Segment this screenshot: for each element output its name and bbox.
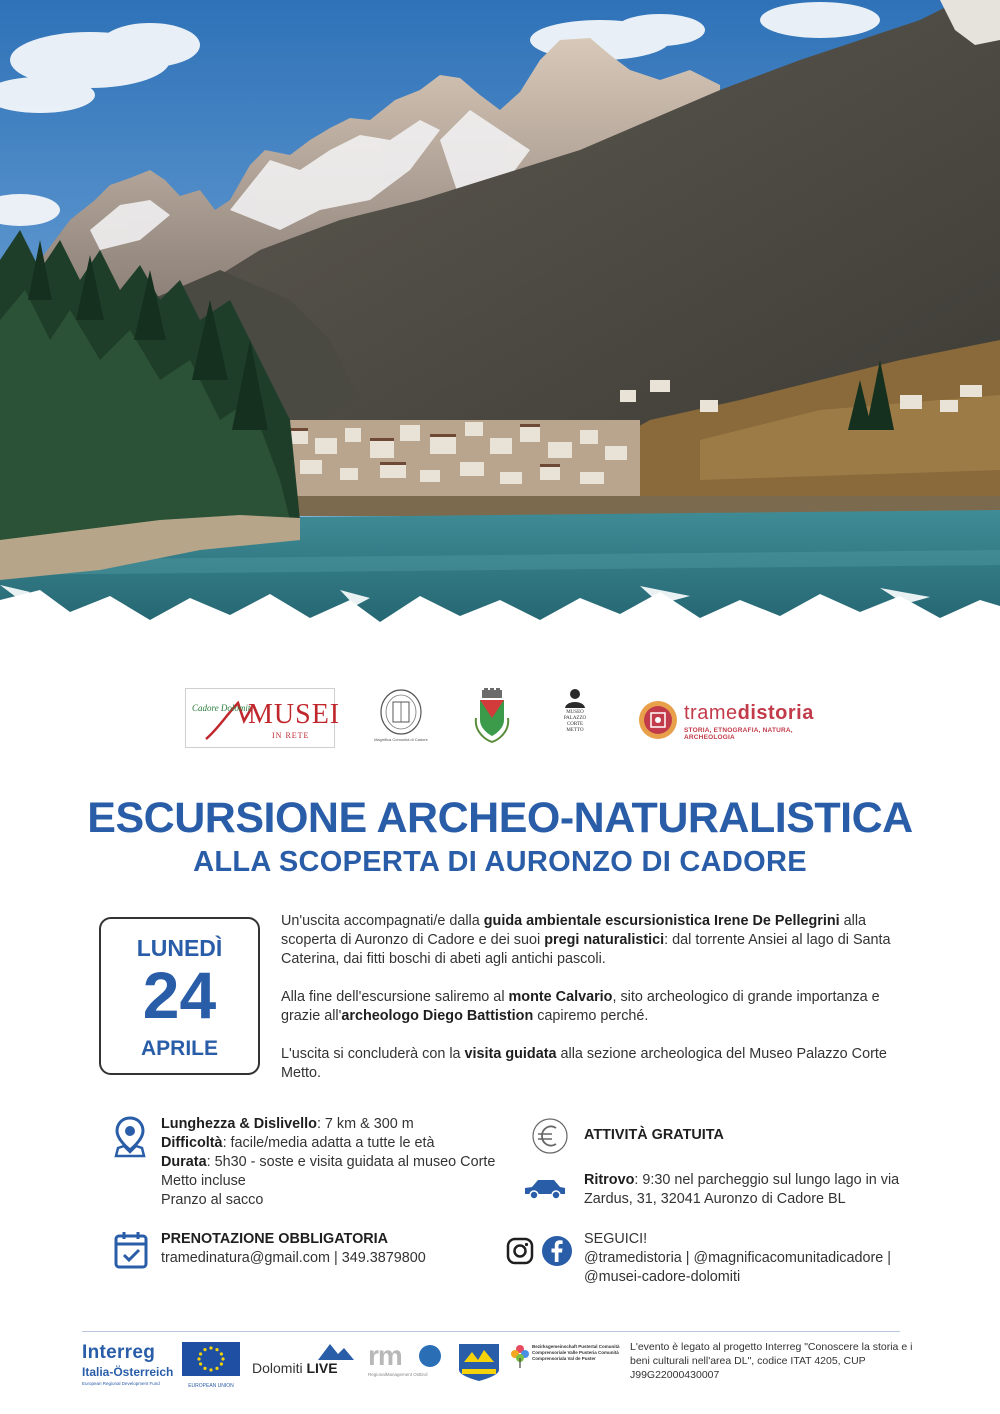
- event-description: [281, 912, 921, 1102]
- auronzo-crest-logo: [472, 688, 512, 744]
- partner-logos-row: [0, 688, 1000, 752]
- trame-logo-subtitle: STORIA, ETNOGRAFIA, NATURA, ARCHEOLOGIA: [684, 727, 793, 741]
- difficulty-row: Difficoltà: facile/media adatta a tutte le età: [161, 1135, 435, 1151]
- trame-circle-icon: [638, 700, 678, 740]
- corte-metto-icon: [560, 688, 590, 710]
- bezirksgemeinschaft-logo: [510, 1342, 622, 1382]
- length-row: Lunghezza & Dislivello: 7 km & 300 m: [161, 1116, 414, 1132]
- social-handles[interactable]: @tramedistoria | @magnificacomunitadicadore | @musei-cadore-dolomiti: [584, 1250, 892, 1285]
- musei-logo-sub: IN RETE: [272, 731, 310, 740]
- seal-caption: Magnifica Comunità di Cadore: [374, 737, 428, 742]
- instagram-icon[interactable]: [506, 1237, 534, 1265]
- event-day-number: 24: [142, 958, 217, 1032]
- crest-icon: [472, 688, 512, 744]
- calendar-check-icon: [113, 1230, 149, 1270]
- bezirk-text: Bezirksgemeinschaft Pustertal Comunità Comprensoriale Valle Pusteria Comunità Comprensoriala Val de Puster: [532, 1344, 620, 1361]
- description-paragraph-guide: Un'uscita accompagnati/e dalla guida ambientale escursionistica Irene De Pellegrini alla scoperta di Auronzo di Cadore e dei suoi pregi naturalistici: dal torrente Ansiei al lago di Santa Caterina, dai fitti boschi di abeti agli antichi pascoli.: [281, 913, 891, 967]
- project-note: L'evento è legato al progetto Interreg "Conoscere la storia e i beni culturali nell'area DL", codice ITAT 4205, CUP J99G22000430007: [630, 1341, 913, 1381]
- booking-label: PRENOTAZIONE OBBLIGATORIA: [161, 1231, 389, 1247]
- regional-management-logo: [368, 1342, 448, 1382]
- dolomiti-live-logo: [252, 1342, 356, 1380]
- excursion-details: [161, 1115, 501, 1210]
- event-month: APRILE: [140, 1037, 218, 1060]
- landscape-illustration: [0, 0, 1000, 650]
- seal-icon: [378, 688, 424, 736]
- map-pin-icon: [114, 1116, 146, 1158]
- interreg-region: Italia-Österreich: [82, 1365, 174, 1379]
- meeting-point: Ritrovo: 9:30 nel parcheggio sul lungo lago in via Zardus, 31, 32041 Auronzo di Cadore BL: [584, 1172, 900, 1207]
- interreg-fund: European Regional Development Fund: [82, 1381, 160, 1386]
- social-label: SEGUICI!: [584, 1231, 648, 1247]
- car-icon: [522, 1176, 568, 1200]
- magnifica-comunita-seal-logo: [374, 688, 428, 748]
- dolomiti-live-text: Dolomiti LIVE: [252, 1360, 338, 1376]
- corte-metto-caption: MUSEO PALAZZO CORTE METTO: [563, 710, 587, 733]
- eu-flag-logo: [182, 1342, 240, 1389]
- osttirol-circle-icon: [418, 1344, 442, 1368]
- palazzo-corte-metto-logo: [560, 688, 590, 750]
- event-title: ESCURSIONE ARCHEO-NATURALISTICA: [87, 794, 913, 842]
- booking-info: [161, 1230, 501, 1268]
- crest-badge-icon: [456, 1342, 502, 1382]
- euro-icon: [530, 1116, 570, 1156]
- hero-landscape-image: [0, 0, 1000, 650]
- alto-bellunese-crest-logo: [456, 1342, 502, 1382]
- mountain-icon: [316, 1342, 356, 1360]
- musei-logo-top: Cadore Dolomiti: [192, 703, 253, 713]
- trame-logo-name: tramedistoria: [684, 702, 814, 724]
- musei-in-rete-logo: [185, 688, 341, 748]
- description-paragraph-museum: L'uscita si concluderà con la visita guidata alla sezione archeologica del Museo Palazzo Corte Metto.: [281, 1046, 887, 1081]
- rm-caption: RegionalManagement Osttirol: [368, 1372, 428, 1377]
- duration-row: Durata: 5h30 - soste e visita guidata al museo Corte Metto incluse: [161, 1154, 496, 1189]
- eu-caption: EUROPEAN UNION: [188, 1383, 234, 1389]
- social-follow: [584, 1230, 924, 1287]
- flower-icon: [510, 1344, 530, 1368]
- musei-logo-main: MUSEI: [248, 699, 341, 730]
- interreg-logo: [82, 1342, 192, 1386]
- facebook-icon[interactable]: [541, 1235, 573, 1267]
- description-paragraph-calvario: Alla fine dell'escursione saliremo al monte Calvario, sito archeologico di grande importanza e grazie all'archeologo Diego Battistion capiremo perché.: [281, 989, 880, 1024]
- trame-di-storia-logo: [638, 700, 818, 744]
- rm-text: rm: [368, 1340, 402, 1371]
- event-day: LUNEDÌ: [136, 935, 223, 961]
- free-activity-label: ATTIVITÀ GRATUITA: [584, 1127, 724, 1143]
- booking-contact: tramedinatura@gmail.com | 349.3879800: [161, 1250, 426, 1266]
- event-date-box: [99, 917, 260, 1075]
- footer-divider: [82, 1331, 900, 1332]
- event-subtitle: ALLA SCOPERTA DI AURONZO DI CADORE: [193, 846, 807, 878]
- interreg-name: Interreg: [82, 1342, 156, 1363]
- eu-flag-icon: [182, 1342, 240, 1376]
- lunch-row: Pranzo al sacco: [161, 1192, 264, 1208]
